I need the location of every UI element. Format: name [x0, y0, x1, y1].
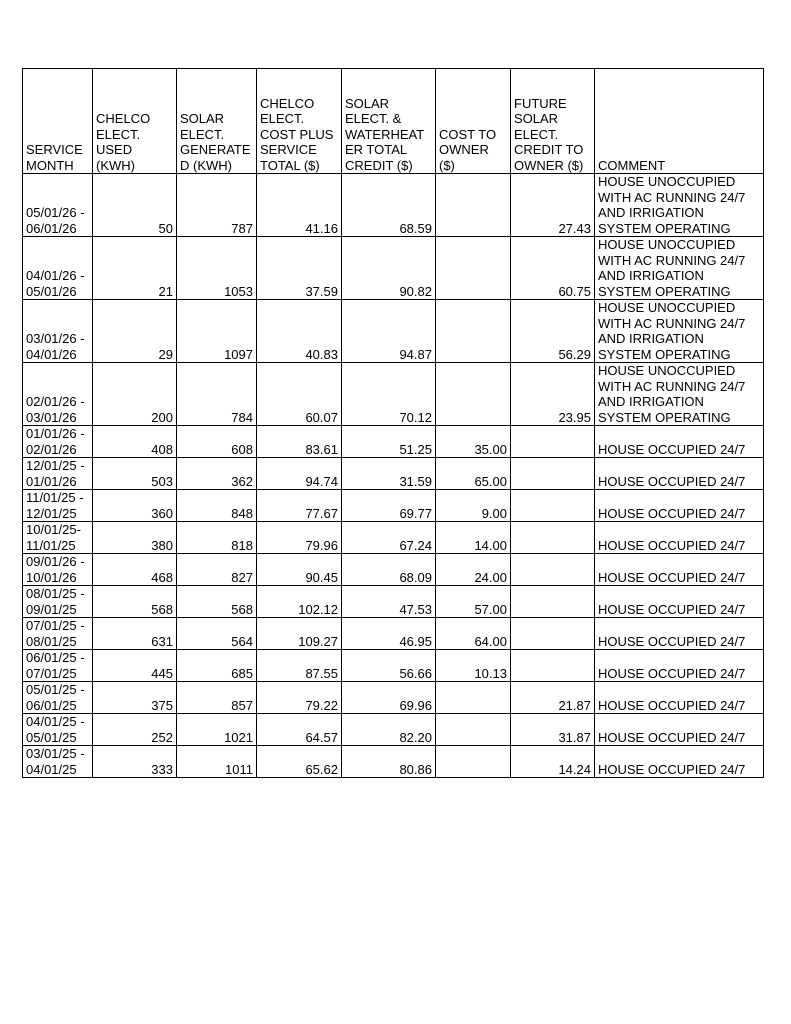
- future-credit-cell: 31.87: [511, 714, 595, 746]
- service-month-cell: 08/01/25 - 09/01/25: [23, 586, 93, 618]
- elect-used-cell: 468: [93, 554, 177, 586]
- solar-generated-cell: 848: [177, 490, 257, 522]
- elect-used-cell: 631: [93, 618, 177, 650]
- solar-generated-cell: 1021: [177, 714, 257, 746]
- solar-generated-cell: 1053: [177, 237, 257, 300]
- cost-total-cell: 41.16: [257, 174, 342, 237]
- solar-credit-cell: 56.66: [342, 650, 436, 682]
- solar-generated-cell: 568: [177, 586, 257, 618]
- service-month-cell: 04/01/26 - 05/01/26: [23, 237, 93, 300]
- solar-generated-cell: 1011: [177, 746, 257, 778]
- comment-cell: HOUSE OCCUPIED 24/7: [595, 650, 764, 682]
- cost-total-cell: 64.57: [257, 714, 342, 746]
- table-row: [23, 300, 764, 363]
- cost-to-owner-cell: 10.13: [436, 650, 511, 682]
- elect-used-cell: 375: [93, 682, 177, 714]
- cost-to-owner-cell: 14.00: [436, 522, 511, 554]
- future-credit-cell: 21.87: [511, 682, 595, 714]
- table-row: [23, 586, 764, 618]
- service-month-cell: 10/01/25- 11/01/25: [23, 522, 93, 554]
- service-month-cell: 06/01/25 - 07/01/25: [23, 650, 93, 682]
- solar-credit-cell: 67.24: [342, 522, 436, 554]
- solar-generated-cell: 818: [177, 522, 257, 554]
- elect-used-cell: 333: [93, 746, 177, 778]
- solar-generated-cell: 787: [177, 174, 257, 237]
- table-row: [23, 682, 764, 714]
- solar-credit-cell: 82.20: [342, 714, 436, 746]
- header-cost-to-owner: COST TO OWNER ($): [436, 69, 511, 174]
- electricity-table: [22, 68, 764, 778]
- service-month-cell: 05/01/25 - 06/01/25: [23, 682, 93, 714]
- cost-total-cell: 60.07: [257, 363, 342, 426]
- cost-to-owner-cell: [436, 714, 511, 746]
- future-credit-cell: [511, 426, 595, 458]
- cost-total-cell: 87.55: [257, 650, 342, 682]
- service-month-cell: 09/01/26 - 10/01/26: [23, 554, 93, 586]
- cost-total-cell: 79.96: [257, 522, 342, 554]
- cost-to-owner-cell: 24.00: [436, 554, 511, 586]
- table-row: [23, 490, 764, 522]
- cost-to-owner-cell: [436, 174, 511, 237]
- cost-total-cell: 109.27: [257, 618, 342, 650]
- solar-generated-cell: 1097: [177, 300, 257, 363]
- elect-used-cell: 503: [93, 458, 177, 490]
- table-row: [23, 522, 764, 554]
- future-credit-cell: [511, 522, 595, 554]
- cost-to-owner-cell: [436, 300, 511, 363]
- future-credit-cell: [511, 490, 595, 522]
- cost-total-cell: 102.12: [257, 586, 342, 618]
- solar-credit-cell: 31.59: [342, 458, 436, 490]
- comment-cell: HOUSE OCCUPIED 24/7: [595, 746, 764, 778]
- service-month-cell: 03/01/25 - 04/01/25: [23, 746, 93, 778]
- header-solar-credit: SOLAR ELECT. & WATERHEAT ER TOTAL CREDIT ($): [342, 69, 436, 174]
- table-body: [23, 174, 764, 778]
- service-month-cell: 07/01/25 - 08/01/25: [23, 618, 93, 650]
- solar-generated-cell: 608: [177, 426, 257, 458]
- table-row: [23, 426, 764, 458]
- comment-cell: HOUSE OCCUPIED 24/7: [595, 618, 764, 650]
- future-credit-cell: 27.43: [511, 174, 595, 237]
- solar-generated-cell: 564: [177, 618, 257, 650]
- solar-generated-cell: 784: [177, 363, 257, 426]
- comment-cell: HOUSE OCCUPIED 24/7: [595, 426, 764, 458]
- cost-total-cell: 77.67: [257, 490, 342, 522]
- comment-cell: HOUSE UNOCCUPIED WITH AC RUNNING 24/7 AND IRRIGATION SYSTEM OPERATING: [595, 237, 764, 300]
- cost-to-owner-cell: 35.00: [436, 426, 511, 458]
- table-row: [23, 714, 764, 746]
- header-solar-generated: SOLAR ELECT. GENERATE D (KWH): [177, 69, 257, 174]
- service-month-cell: 01/01/26 - 02/01/26: [23, 426, 93, 458]
- cost-total-cell: 83.61: [257, 426, 342, 458]
- cost-total-cell: 90.45: [257, 554, 342, 586]
- future-credit-cell: [511, 586, 595, 618]
- header-service-month: SERVICE MONTH: [23, 69, 93, 174]
- cost-to-owner-cell: [436, 682, 511, 714]
- table-row: [23, 618, 764, 650]
- future-credit-cell: 56.29: [511, 300, 595, 363]
- solar-credit-cell: 46.95: [342, 618, 436, 650]
- solar-credit-cell: 94.87: [342, 300, 436, 363]
- solar-credit-cell: 80.86: [342, 746, 436, 778]
- comment-cell: HOUSE OCCUPIED 24/7: [595, 554, 764, 586]
- elect-used-cell: 380: [93, 522, 177, 554]
- future-credit-cell: [511, 554, 595, 586]
- comment-cell: HOUSE OCCUPIED 24/7: [595, 586, 764, 618]
- solar-generated-cell: 362: [177, 458, 257, 490]
- header-comment: COMMENT: [595, 69, 764, 174]
- cost-to-owner-cell: [436, 363, 511, 426]
- solar-credit-cell: 47.53: [342, 586, 436, 618]
- elect-used-cell: 408: [93, 426, 177, 458]
- cost-total-cell: 37.59: [257, 237, 342, 300]
- elect-used-cell: 360: [93, 490, 177, 522]
- solar-generated-cell: 685: [177, 650, 257, 682]
- comment-cell: HOUSE OCCUPIED 24/7: [595, 458, 764, 490]
- elect-used-cell: 29: [93, 300, 177, 363]
- cost-total-cell: 40.83: [257, 300, 342, 363]
- comment-cell: HOUSE UNOCCUPIED WITH AC RUNNING 24/7 AND IRRIGATION SYSTEM OPERATING: [595, 300, 764, 363]
- solar-generated-cell: 857: [177, 682, 257, 714]
- service-month-cell: 05/01/26 - 06/01/26: [23, 174, 93, 237]
- cost-to-owner-cell: 64.00: [436, 618, 511, 650]
- service-month-cell: 04/01/25 - 05/01/25: [23, 714, 93, 746]
- cost-total-cell: 79.22: [257, 682, 342, 714]
- service-month-cell: 12/01/25 - 01/01/26: [23, 458, 93, 490]
- comment-cell: HOUSE OCCUPIED 24/7: [595, 522, 764, 554]
- header-elect-used: CHELCO ELECT. USED (KWH): [93, 69, 177, 174]
- solar-generated-cell: 827: [177, 554, 257, 586]
- comment-cell: HOUSE OCCUPIED 24/7: [595, 490, 764, 522]
- comment-cell: HOUSE OCCUPIED 24/7: [595, 714, 764, 746]
- future-credit-cell: 14.24: [511, 746, 595, 778]
- table-row: [23, 363, 764, 426]
- future-credit-cell: 23.95: [511, 363, 595, 426]
- elect-used-cell: 252: [93, 714, 177, 746]
- cost-total-cell: 94.74: [257, 458, 342, 490]
- table-row: [23, 237, 764, 300]
- comment-cell: HOUSE UNOCCUPIED WITH AC RUNNING 24/7 AND IRRIGATION SYSTEM OPERATING: [595, 363, 764, 426]
- elect-used-cell: 445: [93, 650, 177, 682]
- table-row: [23, 650, 764, 682]
- future-credit-cell: [511, 458, 595, 490]
- cost-to-owner-cell: 9.00: [436, 490, 511, 522]
- comment-cell: HOUSE OCCUPIED 24/7: [595, 682, 764, 714]
- cost-to-owner-cell: 65.00: [436, 458, 511, 490]
- table-row: [23, 458, 764, 490]
- service-month-cell: 02/01/26 - 03/01/26: [23, 363, 93, 426]
- cost-to-owner-cell: 57.00: [436, 586, 511, 618]
- table-row: [23, 554, 764, 586]
- solar-credit-cell: 69.96: [342, 682, 436, 714]
- service-month-cell: 11/01/25 - 12/01/25: [23, 490, 93, 522]
- solar-credit-cell: 51.25: [342, 426, 436, 458]
- future-credit-cell: [511, 618, 595, 650]
- cost-to-owner-cell: [436, 746, 511, 778]
- solar-credit-cell: 90.82: [342, 237, 436, 300]
- header-cost-total: CHELCO ELECT. COST PLUS SERVICE TOTAL ($): [257, 69, 342, 174]
- table-row: [23, 174, 764, 237]
- elect-used-cell: 50: [93, 174, 177, 237]
- future-credit-cell: [511, 650, 595, 682]
- table-row: [23, 746, 764, 778]
- comment-cell: HOUSE UNOCCUPIED WITH AC RUNNING 24/7 AND IRRIGATION SYSTEM OPERATING: [595, 174, 764, 237]
- solar-credit-cell: 69.77: [342, 490, 436, 522]
- service-month-cell: 03/01/26 - 04/01/26: [23, 300, 93, 363]
- elect-used-cell: 568: [93, 586, 177, 618]
- header-future-credit: FUTURE SOLAR ELECT. CREDIT TO OWNER ($): [511, 69, 595, 174]
- future-credit-cell: 60.75: [511, 237, 595, 300]
- solar-credit-cell: 70.12: [342, 363, 436, 426]
- solar-credit-cell: 68.09: [342, 554, 436, 586]
- elect-used-cell: 21: [93, 237, 177, 300]
- elect-used-cell: 200: [93, 363, 177, 426]
- cost-to-owner-cell: [436, 237, 511, 300]
- header-row: [23, 69, 764, 174]
- cost-total-cell: 65.62: [257, 746, 342, 778]
- solar-credit-cell: 68.59: [342, 174, 436, 237]
